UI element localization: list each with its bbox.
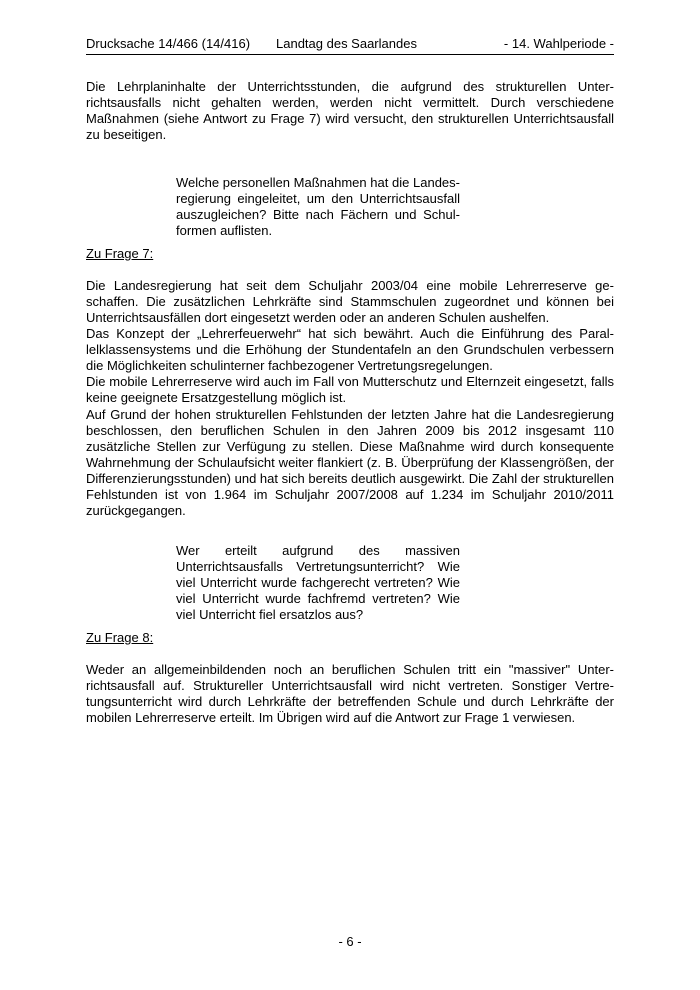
answer-7-sentence-group-a: Die Landesregierung hat seit dem Schuljahr 2003/04 eine mobile Lehrerreserve geschaffen. Die zusätzlichen Lehrkräfte sind Stammschulen zugeordnet und können bei Unterrichtsausfällen dort eingesetzt werden oder an anderen Schulen aushelfen. bbox=[86, 278, 614, 325]
page-number: - 6 - bbox=[338, 934, 362, 949]
answer-7-sentence-group-b: Das Konzept der „Lehrerfeuerwehr“ hat sich bewährt. Auch die Einführung des Parallelklassensystems und die Erhöhung der Stundentafeln an den Grundschulen verbessern die Möglichkeiten schulinterner fachbezogener Vertretungsregelungen. bbox=[86, 326, 614, 373]
parliament-name: Landtag des Saarlandes bbox=[276, 36, 417, 51]
answer-7-heading: Zu Frage 7: bbox=[86, 246, 154, 261]
intro-paragraph: Die Lehrplaninhalte der Unterrichtsstunden, die aufgrund des strukturellen Unterrichtsausfalls nicht gehalten werden, werden nicht vermittelt. Durch verschiedene Maßnahmen (siehe Antwort zu Frage 7) wird versucht, den strukturellen Unterrichtsausfall zu beseitigen. bbox=[86, 79, 614, 142]
answer-7-sentence-group-c: Die mobile Lehrerreserve wird auch im Fall von Mutterschutz und Elternzeit eingesetzt, falls keine geeignete Ersatzgestellung möglich ist. bbox=[86, 374, 614, 405]
page-header bbox=[86, 36, 614, 55]
answer-8-paragraph: Weder an allgemeinbildenden noch an beruflichen Schulen tritt ein "massiver" Unterrichtsausfall auf. Struktureller Unterrichtsausfall wird nicht vertreten. Sonstiger Vertretungsunterricht wird durch Lehrkräfte der betreffenden Schule und durch Lehrkräfte der mobilen Lehrerreserve erteilt. Im Übrigen wird auf die Antwort zur Frage 1 verwiesen. bbox=[86, 662, 614, 725]
answer-7-paragraph-1 bbox=[86, 278, 614, 406]
document-number: Drucksache 14/466 (14/416) bbox=[86, 36, 251, 51]
answer-8-heading: Zu Frage 8: bbox=[86, 630, 154, 645]
answer-7-paragraph-2: Auf Grund der hohen strukturellen Fehlstunden der letzten Jahre hat die Landesregierung beschlossen, den beruflichen Schulen in den Jahren 2009 bis 2012 insgesamt 110 zusätzliche Stellen zur Verfügung zu stellen. Diese Maßnahme wird durch konsequente Wahrnehmung der Schulaufsicht weiter flankiert (z. B. Überprüfung der Klassengrößen, der Differenzierungsstunden) und hat sich bereits deutlich ausgewirkt. Die Zahl der strukturellen Fehlstunden ist von 1.964 im Schuljahr 2007/2008 auf 1.234 im Schuljahr 2010/2011 zurückgegangen. bbox=[86, 407, 614, 518]
legislative-period: - 14. Wahlperiode - bbox=[503, 36, 614, 51]
question-7-block: Welche personellen Maßnahmen hat die Landesregierung eingeleitet, um den Unterrichtsausfall auszugleichen? Bitte nach Fächern und Schulformen auflisten. bbox=[176, 175, 460, 238]
question-8-block: Wer erteilt aufgrund des massiven Unterrichtsausfalls Vertretungsunterricht? Wie viel Unterricht wurde fachgerecht vertreten? Wie viel Unterricht wurde fachfremd vertreten? Wie viel Unterricht fiel ersatzlos aus? bbox=[176, 543, 460, 622]
